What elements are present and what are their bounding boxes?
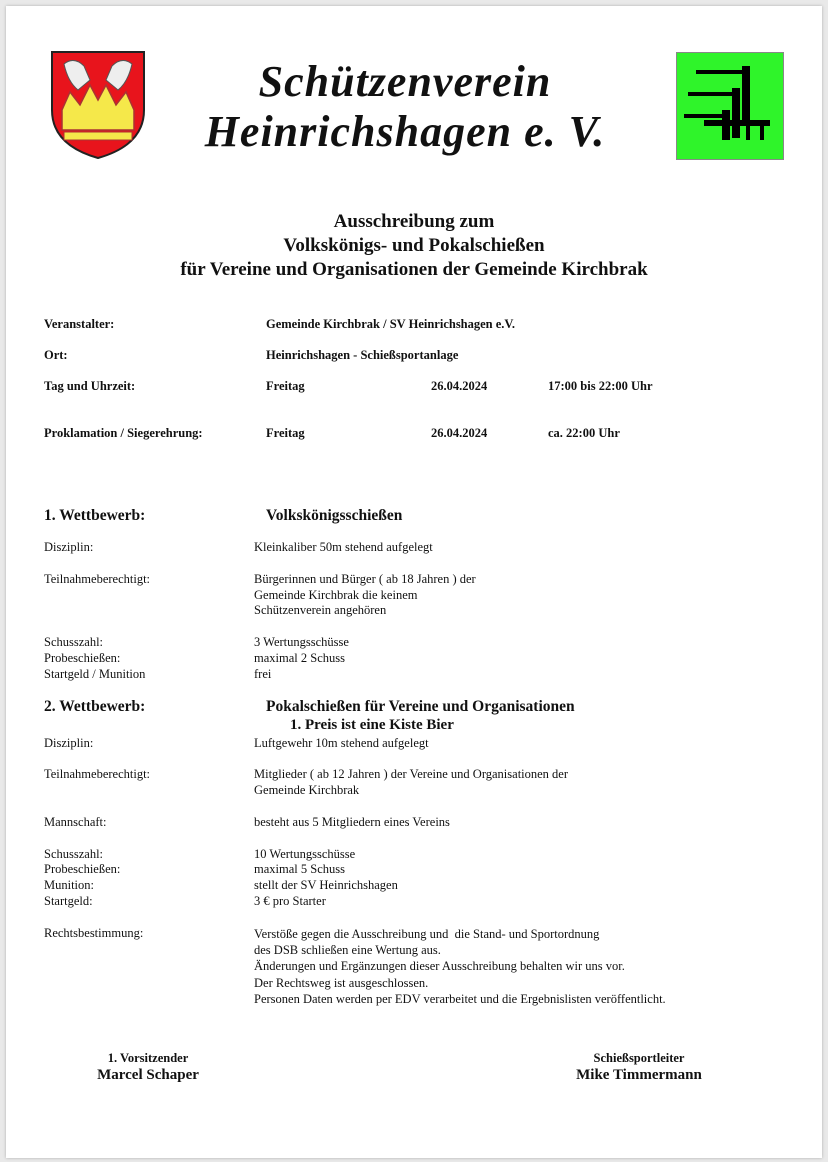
- w1-disziplin-label: Disziplin:: [44, 540, 94, 554]
- tag-day: Freitag: [266, 379, 305, 393]
- coat-of-arms-logo: [50, 50, 146, 160]
- title-line1: Ausschreibung zum: [333, 211, 495, 232]
- w1-probe-label: Probeschießen:: [44, 651, 121, 665]
- w2-munition: stellt der SV Heinrichshagen: [254, 878, 398, 892]
- title-line3: für Vereine und Organisationen der Gemeinde Kirchbrak: [180, 259, 648, 280]
- proklamation-day: Freitag: [266, 426, 305, 440]
- tag-time: 17:00 bis 22:00 Uhr: [548, 379, 653, 393]
- w2-disziplin-label: Disziplin:: [44, 736, 94, 750]
- proklamation-label: Proklamation / Siegerehrung:: [44, 426, 203, 440]
- right-signature-role: Schießsportleiter: [593, 1051, 685, 1065]
- w1-teilnahme: Bürgerinnen und Bürger ( ab 18 Jahren ) der Gemeinde Kirchbrak die keinem Schützenverein angehören: [254, 572, 476, 617]
- w2-mannschaft: besteht aus 5 Mitgliedern eines Vereins: [254, 815, 450, 829]
- w1-teilnahme-label: Teilnahmeberechtigt:: [44, 572, 151, 586]
- w1-probe: maximal 2 Schuss: [254, 651, 345, 665]
- wettbewerb2-heading: 2. Wettbewerb:: [44, 698, 146, 715]
- rechtsbestimmung-text: Verstöße gegen die Ausschreibung und die Stand- und Sportordnung des DSB schließen eine Wertung aus. Änderungen und Ergänzungen dieser Ausschreibung behalten wir uns vor. Der Rechtsweg ist ausgeschlossen. Personen Daten werden per EDV verarbeitet und die Ergebnislisten veröffentlicht.: [254, 927, 666, 1006]
- veranstalter-value: Gemeinde Kirchbrak / SV Heinrichshagen e.V.: [266, 317, 515, 331]
- rechtsbestimmung-label: Rechtsbestimmung:: [44, 926, 144, 940]
- announcement-title: [0, 210, 828, 282]
- w2-teilnahme-label: Teilnahmeberechtigt:: [44, 767, 151, 781]
- club-name-line2: Heinrichshagen e. V.: [204, 107, 606, 156]
- w2-schusszahl: 10 Wertungsschüsse: [254, 847, 356, 861]
- w1-schusszahl-label: Schusszahl:: [44, 635, 104, 649]
- tag-date: 26.04.2024: [431, 379, 488, 393]
- w2-startgeld-label: Startgeld:: [44, 894, 93, 908]
- wettbewerb1-name: Volkskönigsschießen: [266, 507, 403, 524]
- w2-probe: maximal 5 Schuss: [254, 862, 345, 876]
- left-signature-name: Marcel Schaper: [97, 1067, 199, 1083]
- veranstalter-label: Veranstalter:: [44, 317, 115, 331]
- wettbewerb1-heading: 1. Wettbewerb:: [44, 507, 146, 524]
- w1-disziplin: Kleinkaliber 50m stehend aufgelegt: [254, 540, 433, 554]
- wettbewerb2-prize: 1. Preis ist eine Kiste Bier: [290, 717, 454, 733]
- ort-value: Heinrichshagen - Schießsportanlage: [266, 348, 459, 362]
- w2-probe-label: Probeschießen:: [44, 862, 121, 876]
- left-signature-role: 1. Vorsitzender: [107, 1051, 189, 1065]
- w1-startgeld: frei: [254, 667, 272, 681]
- w2-schusszahl-label: Schusszahl:: [44, 847, 104, 861]
- w2-teilnahme: Mitglieder ( ab 12 Jahren ) der Vereine und Organisationen der Gemeinde Kirchbrak: [254, 767, 569, 797]
- wettbewerb2-name: Pokalschießen für Vereine und Organisationen: [266, 698, 575, 715]
- title-line2: Volkskönigs- und Pokalschießen: [283, 235, 545, 256]
- w2-disziplin: Luftgewehr 10m stehend aufgelegt: [254, 736, 429, 750]
- w1-startgeld-label: Startgeld / Munition: [44, 667, 146, 681]
- club-name-line1: Schützenverein: [258, 57, 552, 106]
- proklamation-time: ca. 22:00 Uhr: [548, 426, 620, 440]
- w2-munition-label: Munition:: [44, 878, 95, 892]
- right-signature-name: Mike Timmermann: [576, 1067, 702, 1083]
- w2-startgeld: 3 € pro Starter: [254, 894, 326, 908]
- tag-label: Tag und Uhrzeit:: [44, 379, 136, 393]
- w1-schusszahl: 3 Wertungsschüsse: [254, 635, 349, 649]
- w2-mannschaft-label: Mannschaft:: [44, 815, 107, 829]
- ort-label: Ort:: [44, 348, 68, 362]
- shooters-logo: [676, 52, 784, 160]
- proklamation-date: 26.04.2024: [431, 426, 488, 440]
